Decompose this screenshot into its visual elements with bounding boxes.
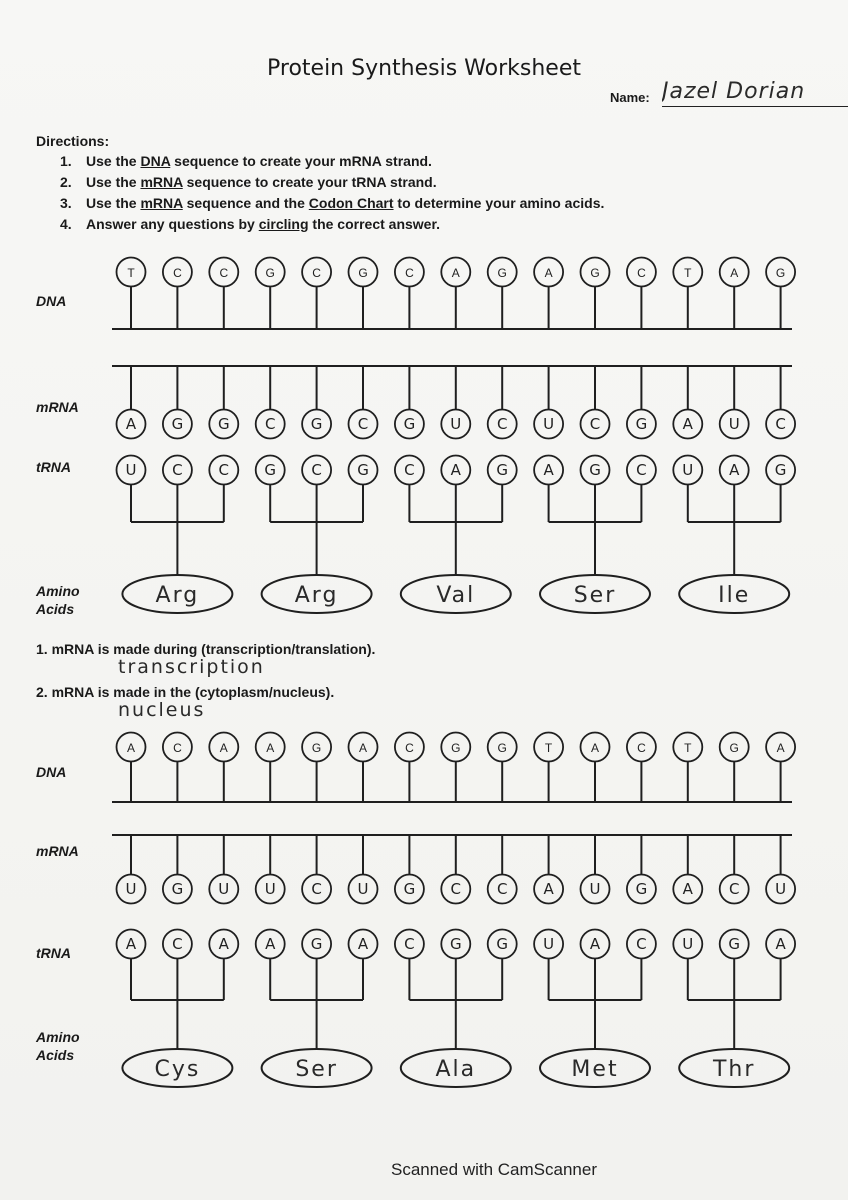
mrna-nucleotide-2-letter: U xyxy=(357,880,369,898)
name-label: Name: xyxy=(610,90,650,105)
trna-nucleotide-2-letter: A xyxy=(589,935,601,953)
direction-item: 4. Answer any questions by circling the correct answer. xyxy=(60,216,441,232)
mrna-nucleotide-2-letter: U xyxy=(264,880,276,898)
dna-nucleotide-letter: A xyxy=(451,266,460,280)
amino-label-line1-2: Amino xyxy=(36,1029,80,1045)
directions-heading: Directions: xyxy=(36,133,110,149)
dna-nucleotide-letter: C xyxy=(173,266,182,280)
trna-nucleotide-letter: C xyxy=(172,461,183,479)
amino-acid-2-label: Thr xyxy=(712,1057,756,1082)
trna-nucleotide-letter: G xyxy=(589,461,601,479)
trna-nucleotide-2-letter: U xyxy=(543,935,555,953)
dna-nucleotide-letter: T xyxy=(684,266,692,280)
direction-item: 2. Use the mRNA sequence to create your tRNA strand. xyxy=(60,174,437,190)
mrna-nucleotide-2-letter: G xyxy=(635,880,648,898)
camscanner-footer: Scanned with CamScanner xyxy=(390,1160,597,1179)
dna-nucleotide-2-letter: A xyxy=(590,741,600,755)
trna-nucleotide-letter: C xyxy=(636,461,647,479)
dna-nucleotide-letter: A xyxy=(544,266,553,280)
mrna-nucleotide-letter: G xyxy=(310,415,323,433)
question-1: 1. mRNA is made during (transcription/translation). xyxy=(36,641,376,657)
trna-nucleotide-2-letter: A xyxy=(218,935,229,953)
dna-nucleotide-letter: G xyxy=(358,266,368,280)
dna-nucleotide-2-letter: C xyxy=(173,741,182,755)
dna-nucleotide-letter: C xyxy=(312,266,321,280)
mrna-nucleotide-2-letter: G xyxy=(171,880,184,898)
dna-nucleotide-letter: G xyxy=(775,266,786,280)
trna-nucleotide-2-letter: U xyxy=(682,935,694,953)
amino-label-line1: Amino xyxy=(36,583,80,599)
amino-acid-label: Ile xyxy=(718,583,751,608)
amino-acid-label: Ser xyxy=(573,583,617,608)
trna-nucleotide-letter: C xyxy=(311,461,322,479)
trna-nucleotide-2-letter: C xyxy=(404,935,415,953)
trna-nucleotide-2-letter: G xyxy=(496,935,509,953)
mrna-nucleotide-2-letter: A xyxy=(682,880,693,898)
trna-nucleotide-letter: G xyxy=(264,461,277,479)
mrna-nucleotide-2-letter: G xyxy=(403,880,416,898)
dna-nucleotide-letter: C xyxy=(405,266,414,280)
page-title: Protein Synthesis Worksheet xyxy=(267,56,581,81)
trna-nucleotide-2-letter: G xyxy=(310,935,323,953)
amino-acid-2-label: Ser xyxy=(295,1057,338,1082)
trna-nucleotide-letter: U xyxy=(125,461,137,479)
dna-nucleotide-2-letter: T xyxy=(684,741,692,755)
dna-nucleotide-2-letter: G xyxy=(311,741,322,755)
amino-acid-2-label: Met xyxy=(571,1057,619,1082)
mrna-nucleotide-2-letter: U xyxy=(125,880,137,898)
mrna-nucleotide-2-letter: U xyxy=(589,880,601,898)
dna-nucleotide-letter: C xyxy=(219,266,229,280)
dna-nucleotide-2-letter: A xyxy=(266,741,275,755)
mrna-nucleotide-letter: G xyxy=(171,415,184,433)
mrna-nucleotide-letter: G xyxy=(635,415,648,433)
name-handwritten: Jazel Dorian xyxy=(662,78,848,107)
mrna-nucleotide-letter: C xyxy=(357,415,369,433)
trna-nucleotide-letter: G xyxy=(496,461,509,479)
dna-nucleotide-2-letter: C xyxy=(405,741,414,755)
amino-acid-label: Arg xyxy=(155,583,200,608)
dna-row-label: DNA xyxy=(36,293,67,309)
mrna-nucleotide-letter: G xyxy=(403,415,416,433)
trna-nucleotide-letter: A xyxy=(729,461,740,479)
question-2: 2. mRNA is made in the (cytoplasm/nucleus). xyxy=(36,684,335,700)
amino-acid-2-label: Cys xyxy=(154,1057,201,1082)
mrna-row-label: mRNA xyxy=(36,399,79,415)
answer-2-handwritten: nucleus xyxy=(118,699,206,721)
trna-nucleotide-2-letter: C xyxy=(636,935,647,953)
trna-nucleotide-letter: G xyxy=(357,461,369,479)
mrna-nucleotide-2-letter: C xyxy=(728,880,740,898)
mrna-nucleotide-letter: C xyxy=(589,415,601,433)
dna-nucleotide-2-letter: A xyxy=(776,741,785,755)
trna-nucleotide-letter: G xyxy=(774,461,787,479)
answer-1-handwritten: transcription xyxy=(118,656,265,678)
trna-nucleotide-2-letter: A xyxy=(357,935,369,953)
amino-acid-label: Val xyxy=(436,583,476,608)
trna-nucleotide-2-letter: A xyxy=(265,935,276,953)
dna-nucleotide-letter: G xyxy=(590,266,600,280)
mrna-nucleotide-letter: U xyxy=(728,415,740,433)
dna-nucleotide-2-letter: C xyxy=(637,741,646,755)
dna-nucleotide-2-letter: A xyxy=(126,741,136,755)
trna-nucleotide-2-letter: A xyxy=(125,935,137,953)
mrna-nucleotide-letter: A xyxy=(125,415,137,433)
dna-nucleotide-2-letter: G xyxy=(451,741,461,755)
mrna-nucleotide-letter: U xyxy=(543,415,555,433)
dna-nucleotide-letter: G xyxy=(497,266,507,280)
mrna-nucleotide-letter: A xyxy=(682,415,693,433)
dna-nucleotide-2-letter: G xyxy=(729,741,739,755)
trna-nucleotide-letter: A xyxy=(543,461,554,479)
mrna-nucleotide-letter: C xyxy=(775,415,786,433)
amino-acid-2-label: Ala xyxy=(435,1057,477,1082)
trna-nucleotide-letter: C xyxy=(404,461,415,479)
trna-nucleotide-2-letter: A xyxy=(775,935,786,953)
amino-label-line2-2: Acids xyxy=(36,1047,75,1063)
trna-row-label-2: tRNA xyxy=(36,945,71,961)
amino-acid-label: Arg xyxy=(294,583,339,608)
dna-nucleotide-2-letter: A xyxy=(358,741,368,755)
mrna-nucleotide-2-letter: C xyxy=(311,880,322,898)
trna-nucleotide-letter: A xyxy=(450,461,461,479)
direction-item: 1. Use the DNA sequence to create your mRNA strand. xyxy=(60,153,432,169)
mrna-nucleotide-2-letter: U xyxy=(218,880,230,898)
trna-nucleotide-letter: C xyxy=(218,461,230,479)
direction-item: 3. Use the mRNA sequence and the Codon Chart to determine your amino acids. xyxy=(60,195,605,211)
mrna-nucleotide-letter: U xyxy=(450,415,462,433)
dna-nucleotide-2-letter: T xyxy=(544,741,553,755)
trna-nucleotide-2-letter: C xyxy=(172,935,183,953)
amino-label-line2: Acids xyxy=(36,601,75,617)
dna-nucleotide-2-letter: A xyxy=(219,741,228,755)
trna-nucleotide-2-letter: G xyxy=(449,935,462,953)
dna-nucleotide-letter: T xyxy=(127,266,135,280)
dna-row-label-2: DNA xyxy=(36,764,67,780)
mrna-nucleotide-2-letter: C xyxy=(450,880,462,898)
mrna-nucleotide-2-letter: A xyxy=(543,880,554,898)
dna-nucleotide-letter: A xyxy=(730,266,739,280)
mrna-nucleotide-2-letter: U xyxy=(775,880,787,898)
mrna-row-label-2: mRNA xyxy=(36,843,79,859)
trna-row-label: tRNA xyxy=(36,459,71,475)
dna-nucleotide-2-letter: G xyxy=(497,741,507,755)
trna-nucleotide-letter: U xyxy=(682,461,694,479)
mrna-nucleotide-letter: G xyxy=(217,415,230,433)
dna-nucleotide-letter: C xyxy=(637,266,646,280)
dna-nucleotide-letter: G xyxy=(265,266,275,280)
trna-nucleotide-2-letter: G xyxy=(728,935,741,953)
mrna-nucleotide-letter: C xyxy=(264,415,276,433)
mrna-nucleotide-2-letter: C xyxy=(496,880,508,898)
mrna-nucleotide-letter: C xyxy=(496,415,508,433)
